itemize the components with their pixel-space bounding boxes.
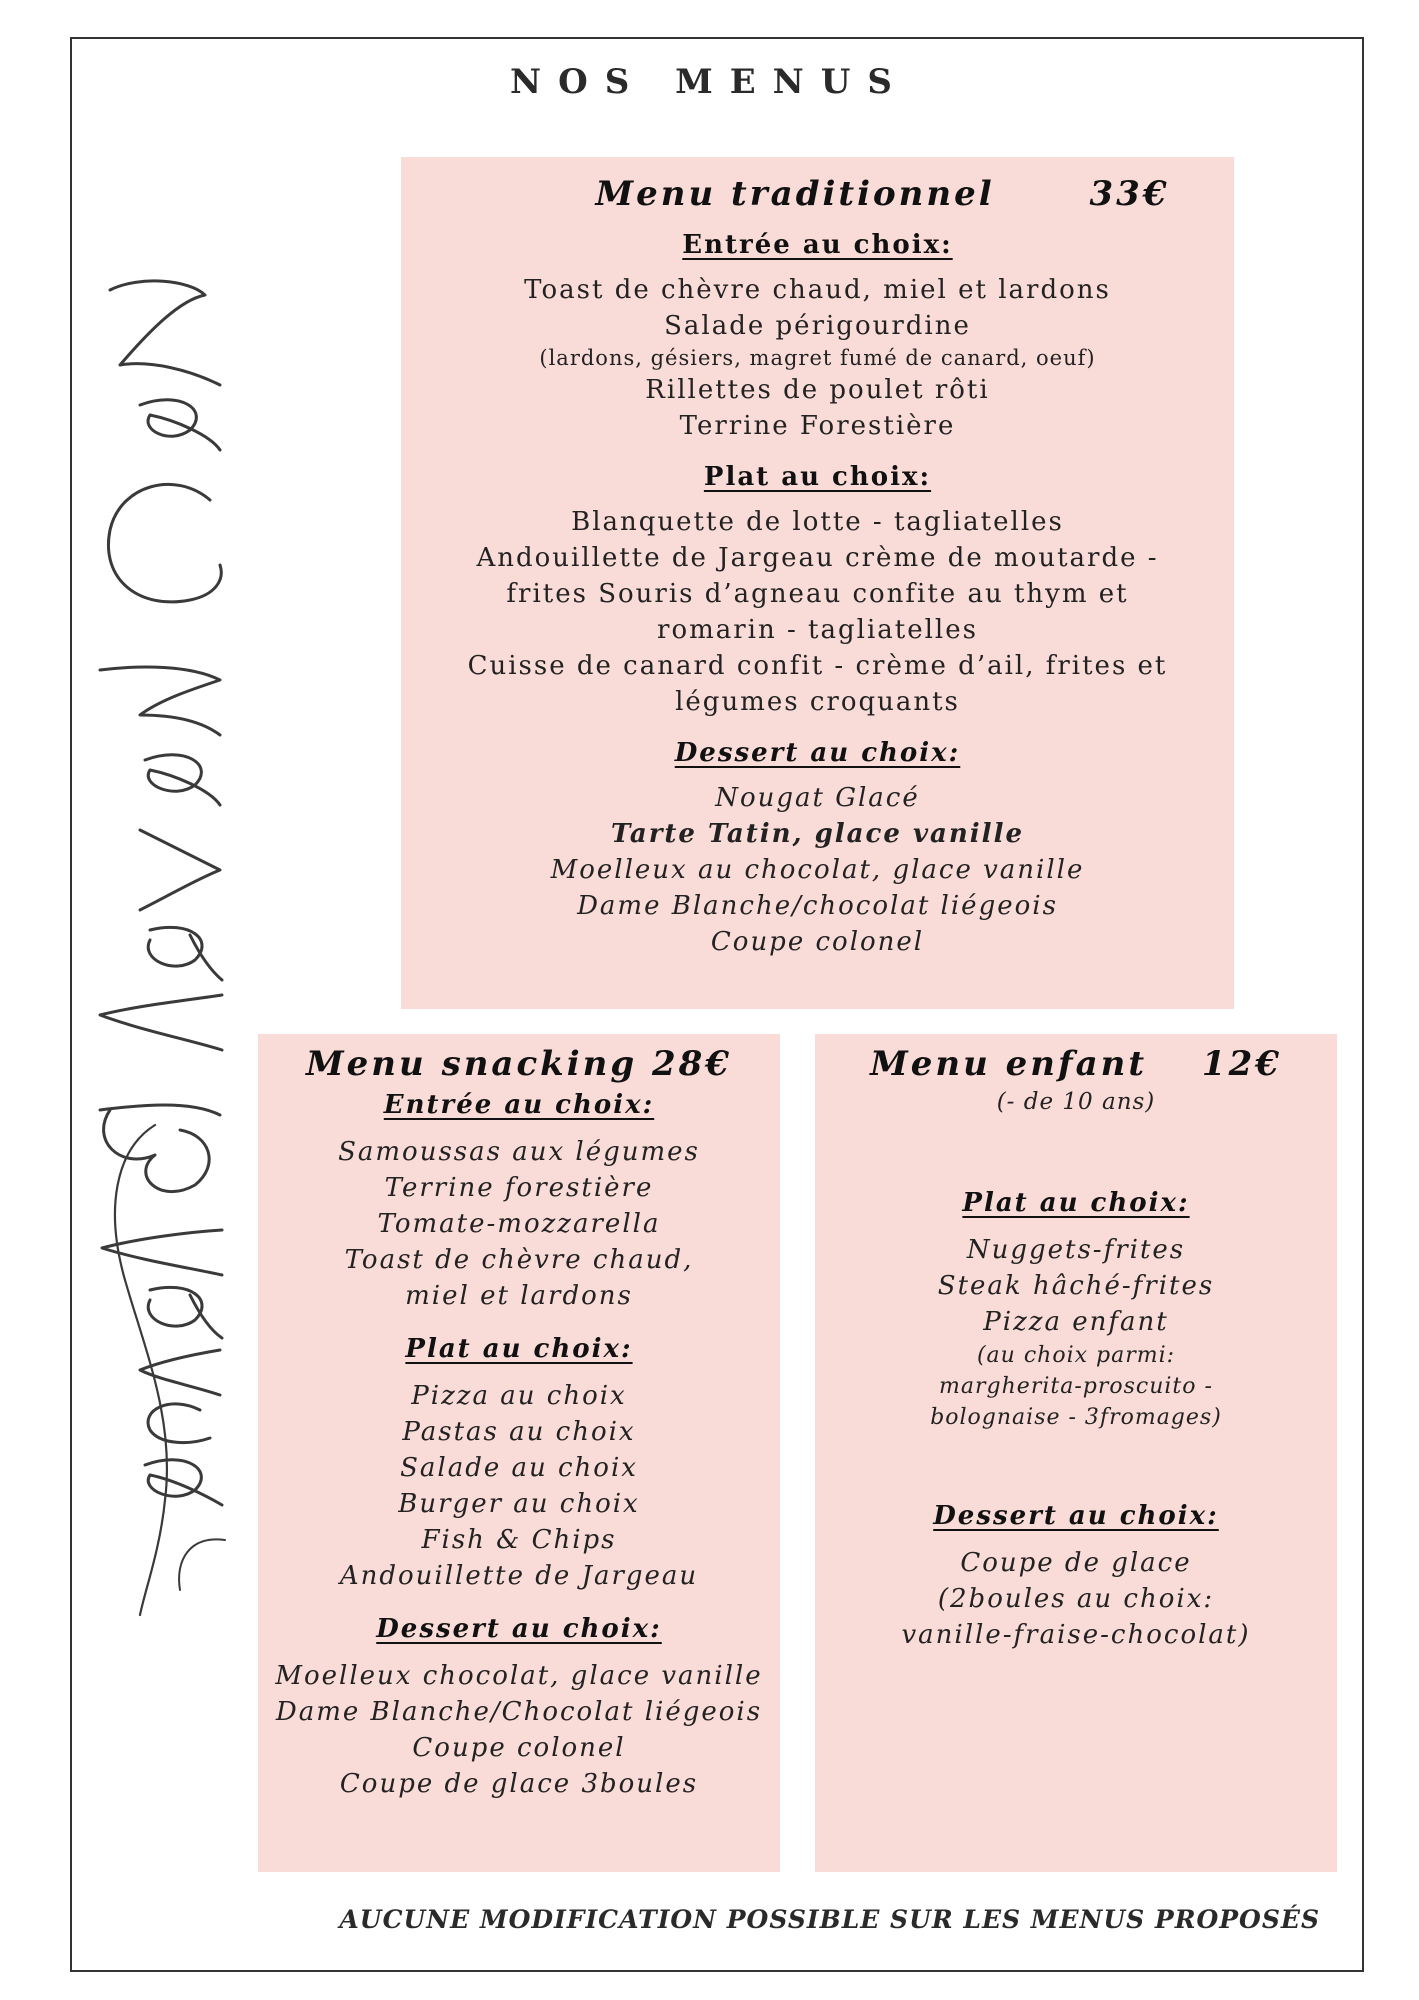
list-item: Samoussas aux légumes xyxy=(338,1137,700,1167)
snack-entree-list xyxy=(258,1134,780,1314)
list-item: Burger au choix xyxy=(398,1489,640,1519)
kids-dessert-list xyxy=(815,1545,1337,1653)
kids-plat-list xyxy=(815,1232,1337,1433)
snack-dessert-heading: Dessert au choix: xyxy=(376,1614,662,1644)
list-item: Coupe colonel xyxy=(710,927,925,957)
list-item: Cuisse de canard confit - crème d’ail, frites et xyxy=(467,651,1168,681)
list-item: Steak hâché-frites xyxy=(937,1271,1215,1301)
snack-plat-list xyxy=(258,1378,780,1594)
list-item: romarin - tagliatelles xyxy=(657,615,978,645)
list-item: Salade au choix xyxy=(400,1453,638,1483)
trad-plat-heading: Plat au choix: xyxy=(703,462,932,492)
list-item: Coupe colonel xyxy=(412,1733,626,1763)
flourish-icon xyxy=(95,1120,195,1620)
list-item: vanille-fraise-chocolat) xyxy=(901,1620,1251,1650)
menu-snacking-card xyxy=(258,1034,780,1872)
page-title: NOS MENUS xyxy=(510,62,909,102)
kids-dessert-heading: Dessert au choix: xyxy=(933,1501,1219,1531)
list-item: Coupe de glace xyxy=(960,1548,1192,1578)
menu-enfant-subtitle: (- de 10 ans) xyxy=(996,1089,1156,1115)
list-item: Terrine forestière xyxy=(384,1173,654,1203)
list-item: Nuggets-frites xyxy=(966,1235,1186,1265)
list-item: Dame Blanche/Chocolat liégeois xyxy=(275,1697,763,1727)
list-item: (lardons, gésiers, magret fumé de canard, oeuf) xyxy=(539,346,1096,370)
list-item: Pizza enfant xyxy=(983,1307,1169,1337)
list-item: Tomate-mozzarella xyxy=(377,1209,661,1239)
list-item: Terrine Forestière xyxy=(679,411,956,441)
list-item: Toast de chèvre chaud, miel et lardons xyxy=(524,275,1111,305)
list-item: Andouillette de Jargeau xyxy=(339,1561,699,1591)
list-item: Toast de chèvre chaud, xyxy=(344,1245,694,1275)
list-item: frites Souris d’agneau confite au thym et xyxy=(506,579,1129,609)
list-item: Salade périgourdine xyxy=(664,311,971,341)
list-item: (2boules au choix: xyxy=(937,1584,1215,1614)
list-item: Blanquette de lotte - tagliatelles xyxy=(571,507,1064,537)
list-item: Rillettes de poulet rôti xyxy=(645,375,990,405)
list-item: bolognaise - 3fromages) xyxy=(930,1405,1222,1430)
list-item: (au choix parmi: xyxy=(976,1343,1176,1368)
trad-entree-list xyxy=(401,272,1234,444)
menu-snacking-title: Menu snacking 28€ xyxy=(306,1044,732,1084)
list-item: Dame Blanche/chocolat liégeois xyxy=(577,891,1058,921)
snack-plat-heading: Plat au choix: xyxy=(405,1334,633,1364)
menu-enfant-title: Menu enfant xyxy=(870,1044,1148,1084)
menu-traditionnel-heading xyxy=(401,174,1234,214)
trad-dessert-heading: Dessert au choix: xyxy=(674,738,961,768)
menu-enfant-card xyxy=(815,1034,1337,1872)
trad-plat-list xyxy=(401,504,1234,720)
snack-entree-heading: Entrée au choix: xyxy=(383,1090,655,1120)
trad-dessert-list xyxy=(401,780,1234,960)
kids-plat-heading: Plat au choix: xyxy=(962,1188,1190,1218)
list-item: Pastas au choix xyxy=(402,1417,636,1447)
menu-enfant-heading xyxy=(815,1044,1337,1084)
list-item: Moelleux au chocolat, glace vanille xyxy=(550,855,1085,885)
list-item: légumes croquants xyxy=(675,687,960,717)
menu-traditionnel-title: Menu traditionnel xyxy=(595,174,995,214)
list-item: Pizza au choix xyxy=(411,1381,627,1411)
list-item: Andouillette de Jargeau crème de moutarde - xyxy=(476,543,1159,573)
list-item: Moelleux chocolat, glace vanille xyxy=(275,1661,763,1691)
menu-traditionnel-price: 33€ xyxy=(1089,174,1170,214)
snack-dessert-list xyxy=(258,1658,780,1802)
trad-entree-heading: Entrée au choix: xyxy=(682,230,953,260)
menu-traditionnel-card xyxy=(401,157,1234,1009)
list-item: Nougat Glacé xyxy=(715,783,920,813)
list-item: miel et lardons xyxy=(405,1281,633,1311)
list-item: margherita-proscuito - xyxy=(939,1374,1213,1399)
list-item: Coupe de glace 3boules xyxy=(339,1769,699,1799)
list-item: Tarte Tatin, glace vanille xyxy=(611,819,1024,849)
menu-enfant-price: 12€ xyxy=(1201,1044,1282,1084)
footer-notice: AUCUNE MODIFICATION POSSIBLE SUR LES MENUS PROPOSÉS xyxy=(339,1905,1320,1934)
list-item: Fish & Chips xyxy=(421,1525,617,1555)
